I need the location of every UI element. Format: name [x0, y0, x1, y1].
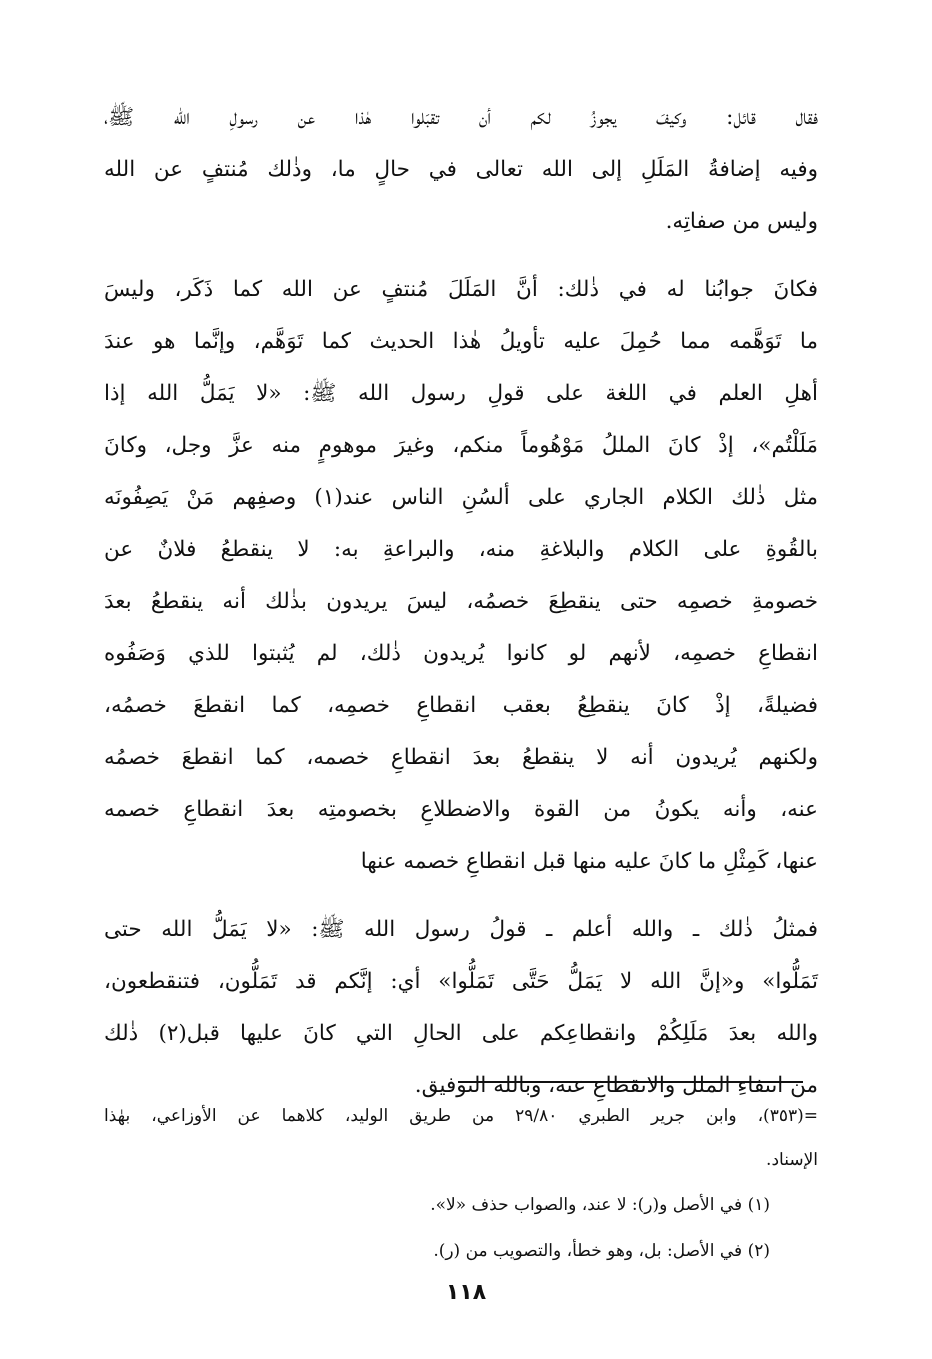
footnotes — [104, 1094, 818, 1274]
text-line: مثل ذٰلك الكلام الجاري على ألسُنِ الناس عند(١) وصفِهم مَنْ يَصِفُونَه — [104, 485, 818, 510]
text-line: عنه، وأنه يكونُ من القوة والاضطلاعِ بخصومتِه بعدَ انقطاعِ خصمه — [104, 797, 818, 822]
page-number: ١١٨ — [445, 1280, 487, 1305]
text-line: وفيه إضافةُ المَلَلِ إلى الله تعالى في حالٍ ما، وذٰلك مُنتفٍ عن الله — [104, 157, 818, 182]
text-line: بالقُوةِ على الكلام والبلاغةِ منه، والبراعةِ به: لا ينقطعُ فلانٌ عن — [104, 537, 818, 562]
text-line: فضيلةً، إذْ كانَ ينقطِعُ بعقب انقطاعِ خصمِه، كما انقطعَ خصمُه، — [104, 693, 818, 718]
text-line: ولكنهم يُريدون أنه لا ينقطعُ بعدَ انقطاعِ خصمه، كما انقطعَ خصمُه — [104, 745, 818, 770]
footnote-continuation-line: =(٣٥٣)، وابن جرير الطبري ٢٩/٨٠ من طريق الوليد، كلاهما عن الأوزاعي، بهٰذا — [104, 1106, 818, 1126]
text-line: خصومةِ خصمِه حتى ينقطِعَ خصمُه، ليسَ يريدون بذٰلك أنه ينقطعُ بعدَ — [104, 589, 818, 614]
footnote-1: (١) في الأصل و(ر): لا عند، والصواب حذف «لا». — [430, 1195, 770, 1215]
paragraph-answer — [104, 264, 818, 888]
text-line: فمثلُ ذٰلك ـ والله أعلم ـ قولُ رسول الله ﷺ: «لا يَمَلُّ الله حتى — [104, 917, 818, 942]
text-line: من انتفاءِ الملل والانقطاعِ عنه، وبالله التوفيق. — [414, 1073, 818, 1098]
text-line: عنها، كَمِثْلِ ما كانَ عليه منها قبل انقطاعِ خصمه عنها — [360, 849, 818, 874]
footnote-continuation-line: الإسناد. — [766, 1150, 818, 1170]
footnote-2: (٢) في الأصل: بل، وهو خطأ، والتصويب من (ر). — [433, 1241, 770, 1261]
main-text — [104, 92, 818, 1128]
text-line: والله بعدَ مَلَلِكُمْ وانقطاعِكم على الحالِ التي كانَ عليها قبل(٢) ذٰلك — [104, 1021, 819, 1046]
text-line: فقال قائل: وكيفَ يجوزُ لكم أن تقبَلوا هٰذا عن رسولِ الله ﷺ، — [104, 105, 818, 130]
text-line: وليس من صفاتِه. — [665, 209, 818, 234]
text-line: انقطاعِ خصمِه، لأنهم لو كانوا يُريدون ذٰلك، لم يُثبتوا للذي وَصَفُوه — [104, 641, 818, 666]
text-line: ما تَوَهَّمه مما حُمِلَ عليه تأويلُ هٰذا الحديث كما تَوَهَّم، وإنَّما هو عندَ — [104, 329, 818, 354]
text-line: أهلِ العلم في اللغة على قولِ رسول الله ﷺ: «لا يَمَلُّ الله إذا — [104, 381, 818, 406]
footnote-separator — [458, 1081, 803, 1083]
paragraph-objection — [104, 92, 818, 248]
text-line: فكانَ جوابُنا له في ذٰلك: أنَّ المَلَلَ مُنتفٍ عن الله كما ذَكَر، وليسَ — [104, 277, 818, 302]
text-line: تَمَلُّوا» و«إنَّ الله لا يَمَلُّ حَتَّى تَمَلُّوا» أي: إنَّكم قد تَمَلُّون، فتنقطعون، — [104, 969, 818, 994]
text-line: مَلَلْتُم»، إذْ كانَ المللُ مَوْهُوماً منكم، وغيرَ موهومٍ منه عزَّ وجل، وكانَ — [104, 433, 818, 458]
